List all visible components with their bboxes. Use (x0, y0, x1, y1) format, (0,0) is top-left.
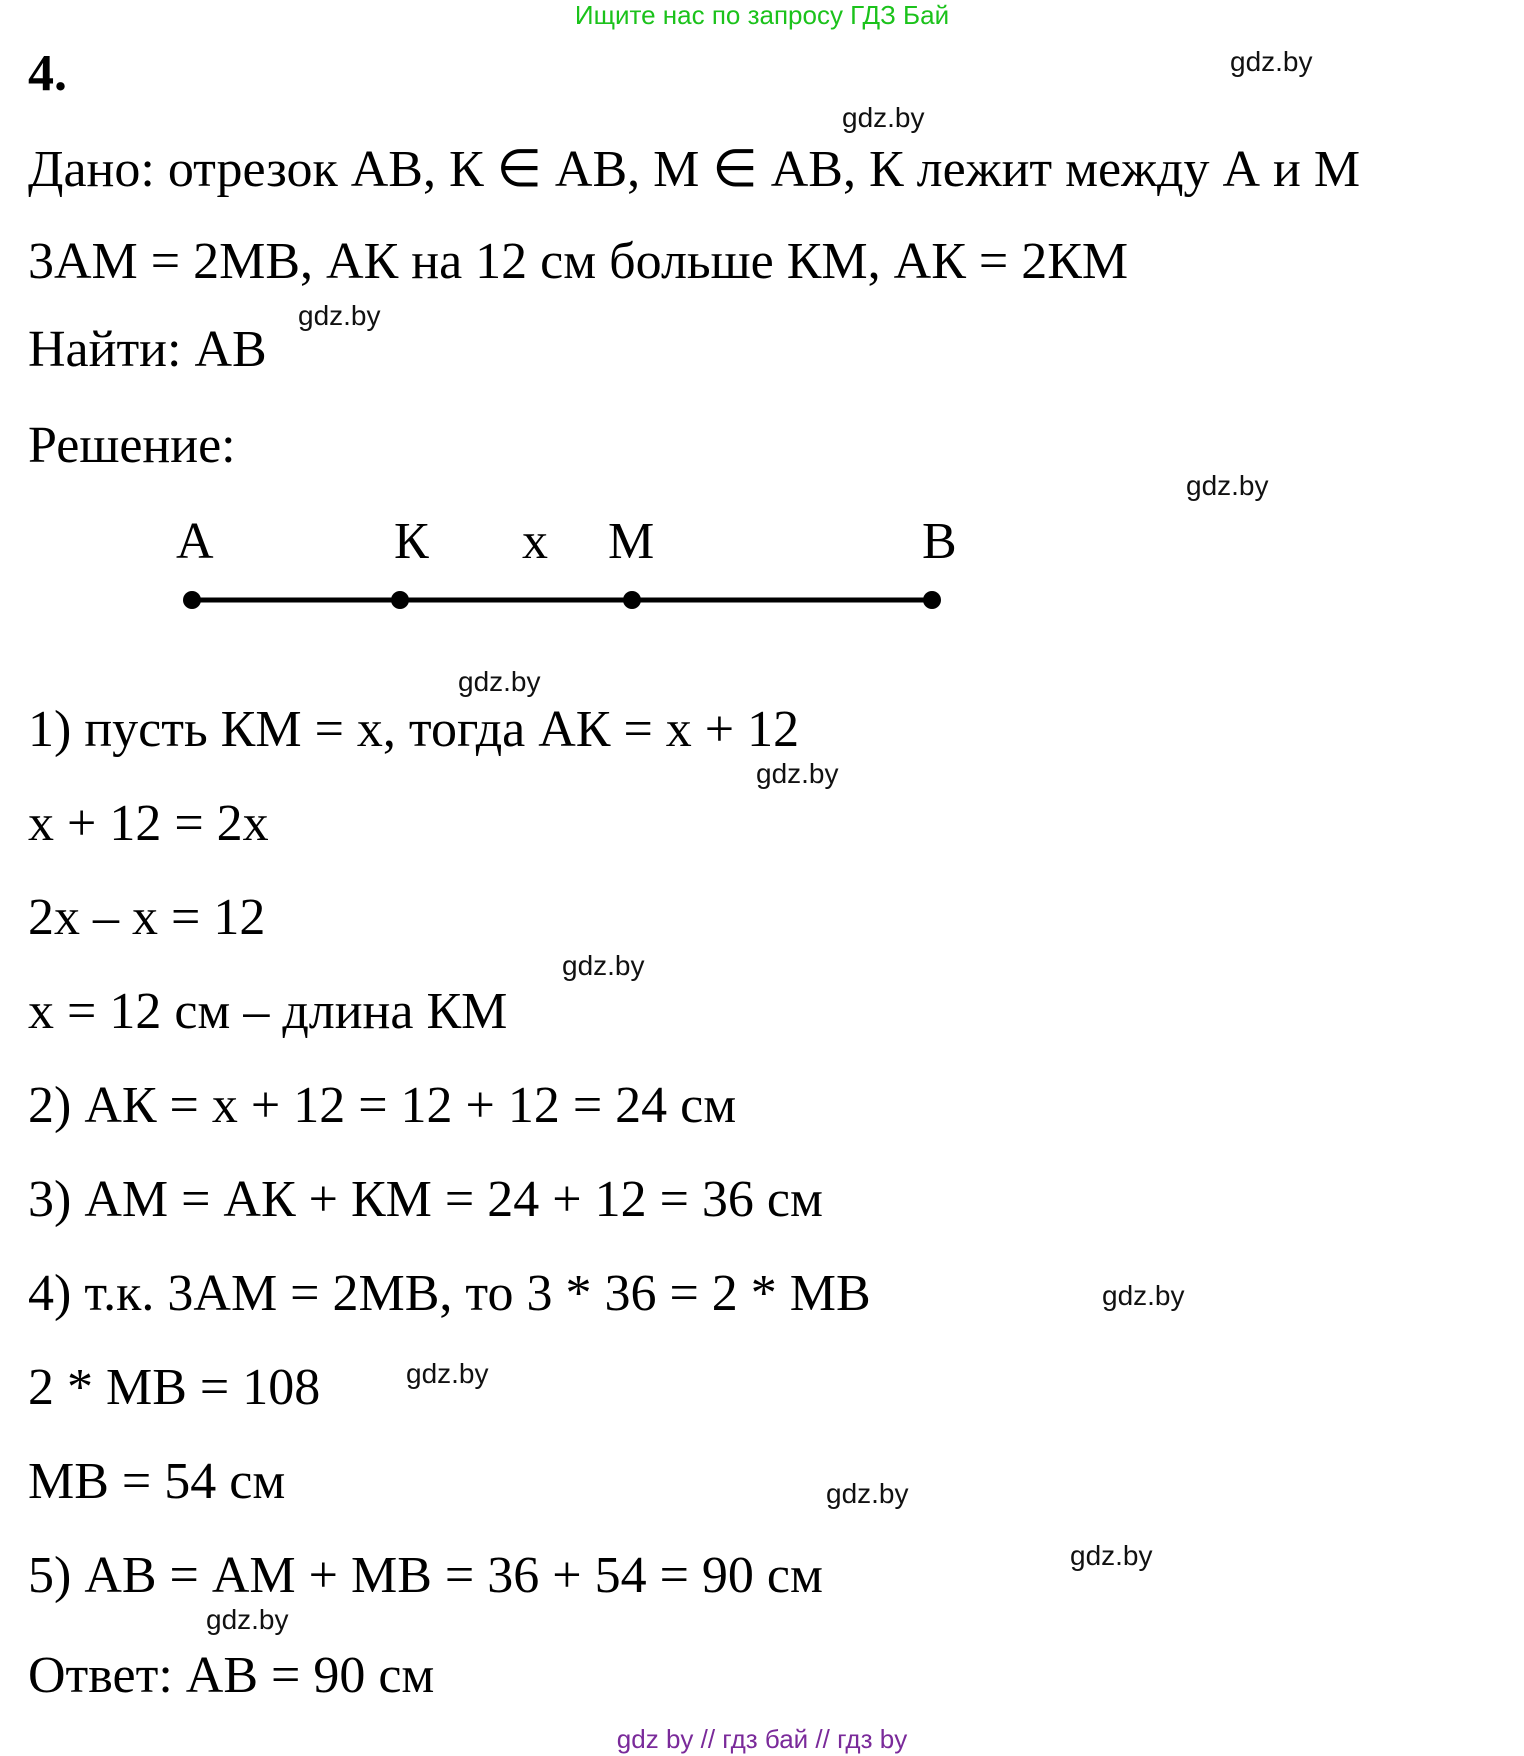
watermark: gdz.by (406, 1358, 489, 1389)
solution-heading: Решение: (28, 417, 236, 474)
point-label-k: К (394, 513, 429, 570)
step-3: 2x – x = 12 (28, 889, 266, 946)
step-6: 3) АМ = АК + КМ = 24 + 12 = 36 см (28, 1171, 823, 1228)
step-5: 2) АК = x + 12 = 12 + 12 = 24 см (28, 1077, 737, 1134)
watermark: gdz.by (826, 1478, 909, 1509)
watermark: gdz.by (842, 102, 925, 133)
point-label-b: В (922, 513, 957, 570)
step-8: 2 * МВ = 108 (28, 1359, 321, 1416)
task-number: 4. (28, 45, 67, 102)
watermark: gdz.by (1186, 470, 1269, 501)
step-1: 1) пусть КМ = x, тогда АК = x + 12 (28, 701, 800, 758)
point-label-m: М (608, 513, 655, 570)
step-9: МВ = 54 см (28, 1453, 286, 1510)
step-2: x + 12 = 2x (28, 795, 269, 852)
point-b (923, 591, 941, 609)
answer-line: Ответ: АВ = 90 см (28, 1647, 435, 1704)
point-a (183, 591, 201, 609)
step-4: x = 12 см – длина КМ (28, 983, 508, 1040)
watermark: gdz.by (1230, 46, 1313, 77)
watermark: gdz.by (298, 300, 381, 331)
find-line: Найти: АВ (28, 321, 267, 378)
given-line: Дано: отрезок АВ, К ∈ АВ, М ∈ АВ, К лежит между А и М (28, 141, 1361, 198)
footer-links[interactable]: gdz by // гдз бай // гдз by (616, 1724, 908, 1754)
watermark: gdz.by (562, 950, 645, 981)
watermark: gdz.by (458, 666, 541, 697)
condition-line: 3АМ = 2МВ, АК на 12 см больше КМ, АК = 2КМ (28, 233, 1129, 290)
top-banner[interactable]: Ищите нас по запросу ГДЗ Бай (574, 0, 950, 30)
point-m (623, 591, 641, 609)
watermark: gdz.by (756, 758, 839, 789)
step-7: 4) т.к. 3АМ = 2МВ, то 3 * 36 = 2 * МВ (28, 1265, 871, 1322)
point-label-a: А (176, 513, 214, 570)
segment-diagram (0, 0, 1524, 700)
watermark: gdz.by (1102, 1280, 1185, 1311)
point-k (391, 591, 409, 609)
step-10: 5) АВ = АМ + МВ = 36 + 54 = 90 см (28, 1547, 823, 1604)
watermark: gdz.by (1070, 1540, 1153, 1571)
watermark: gdz.by (206, 1604, 289, 1635)
segment-label-x: x (522, 513, 548, 570)
